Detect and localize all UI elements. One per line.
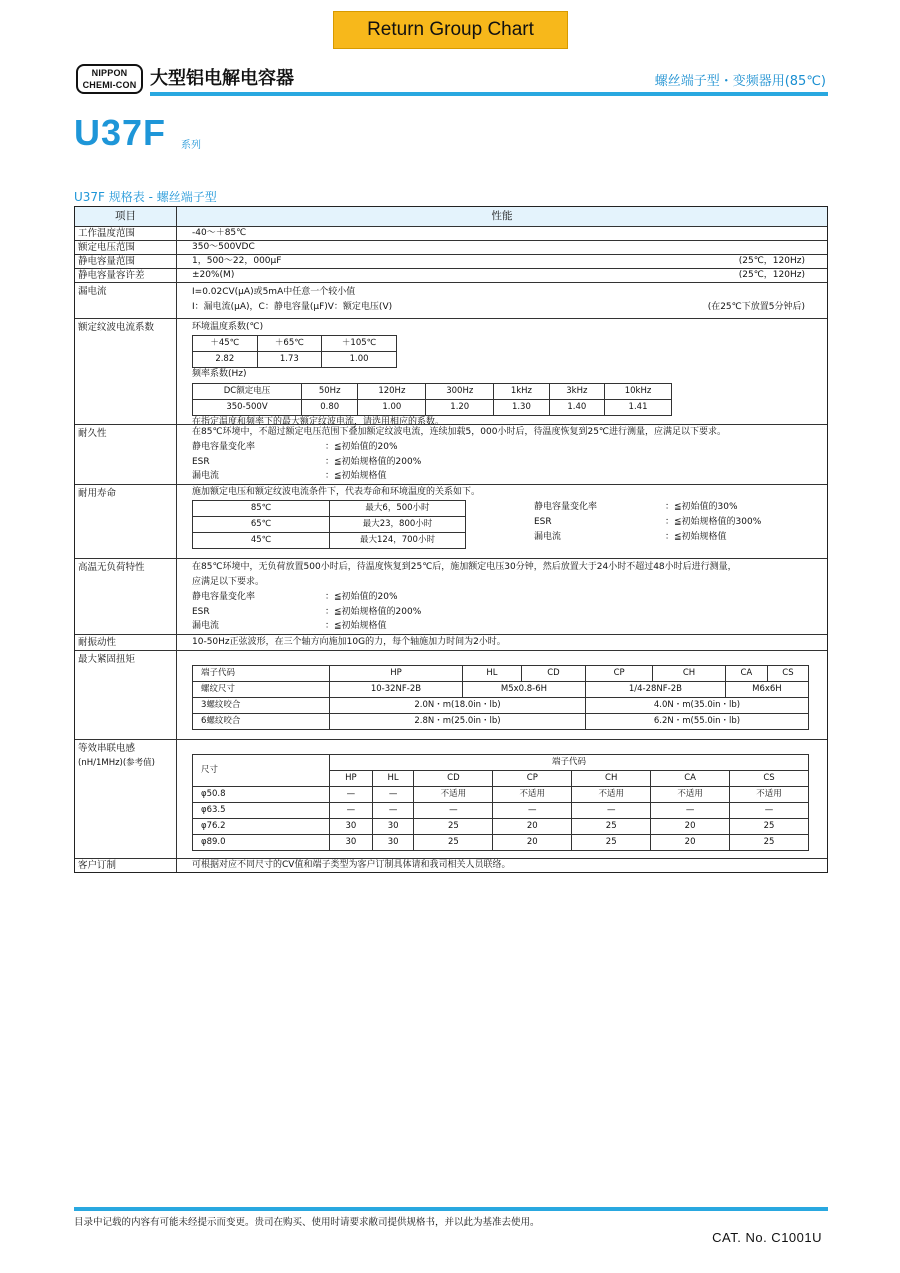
row-value-cell <box>177 559 827 634</box>
row-value-cell <box>177 241 827 254</box>
torque-table <box>192 665 809 730</box>
esl-value: 30 <box>372 835 414 851</box>
catalog-number: CAT. No. C1001U <box>712 1230 822 1245</box>
terminal-code: CS <box>767 666 808 682</box>
row-value-cell <box>177 859 827 872</box>
row-condition: (25℃，120Hz) <box>738 270 805 280</box>
esl-value: 25 <box>414 835 493 851</box>
req-value: ：≦初始值的20% <box>325 442 398 452</box>
torque-value: 2.0N・m(18.0in・lb) <box>330 698 586 714</box>
row-label: 耐振动性 <box>75 635 177 650</box>
row-label: 耐久性 <box>75 425 177 484</box>
esl-label-line1: 等效串联电感 <box>78 743 136 754</box>
terminal-code: CD <box>522 666 586 682</box>
req-value: ：≦初始规格值的200% <box>325 607 422 617</box>
terminal-code: CH <box>653 666 726 682</box>
row-label: 静电容量范围 <box>75 255 177 268</box>
row-value-cell <box>177 283 827 318</box>
req-value: ：≦初始值的30% <box>665 502 738 512</box>
req-name: ESR <box>192 607 210 617</box>
row-voltage <box>75 240 827 254</box>
life-temp: 45℃ <box>193 533 330 549</box>
row-capacitance <box>75 254 827 268</box>
row-ripple <box>75 318 827 427</box>
esl-value: — <box>372 803 414 819</box>
req-name: 静电容量变化率 <box>192 592 256 602</box>
esl-value: — <box>730 803 809 819</box>
spec-table-title: U37F 规格表 - 螺丝端子型 <box>74 190 217 204</box>
row-value-cell <box>177 255 827 268</box>
row-custom <box>75 858 827 872</box>
esl-value: 不适用 <box>414 787 493 803</box>
row-value-cell <box>177 319 827 427</box>
thread-size: 1/4-28NF-2B <box>586 682 726 698</box>
footer-rule <box>74 1207 828 1211</box>
spec-table <box>74 206 828 873</box>
req-value: ：≦初始规格值 <box>325 621 387 631</box>
freq-header: 50Hz <box>301 384 357 400</box>
row-temp <box>75 226 827 240</box>
esl-value: 30 <box>330 819 373 835</box>
life-table <box>192 500 466 549</box>
esl-value: 20 <box>651 835 730 851</box>
req-name: 静电容量变化率 <box>192 442 256 452</box>
esl-value: 25 <box>730 835 809 851</box>
esl-value: 20 <box>651 819 730 835</box>
case-size: φ50.8 <box>193 787 330 803</box>
series-suffix: 系列 <box>181 140 201 151</box>
freq-value: 1.20 <box>426 400 494 416</box>
esl-value: 20 <box>493 819 572 835</box>
temp-value: 2.82 <box>193 352 258 368</box>
spec-header-row <box>75 207 827 226</box>
freq-value: 1.00 <box>358 400 426 416</box>
esl-value: 25 <box>414 819 493 835</box>
freq-value: 0.80 <box>301 400 357 416</box>
row-value: 10-50Hz正弦波形，在三个轴方向施加10G的力，每个轴施加力时间为2小时。 <box>192 637 506 647</box>
req-name: 漏电流 <box>192 621 220 631</box>
terminal-code: HP <box>330 666 463 682</box>
req-name: ESR <box>534 517 552 527</box>
esl-value: 不适用 <box>730 787 809 803</box>
engagement-label: 6螺纹咬合 <box>193 714 330 730</box>
row-label <box>75 740 177 858</box>
row-label: 高温无负荷特性 <box>75 559 177 634</box>
ripple-freq-table <box>192 383 672 416</box>
esl-value: 不适用 <box>572 787 651 803</box>
case-size: φ63.5 <box>193 803 330 819</box>
row-label: 额定电压范围 <box>75 241 177 254</box>
req-value: ：≦初始值的20% <box>325 592 398 602</box>
perf-header: 性能 <box>177 207 827 226</box>
terminal-code: CH <box>572 771 651 787</box>
freq-header: 3kHz <box>549 384 604 400</box>
header-rule <box>150 92 828 96</box>
row-endurance <box>75 424 827 484</box>
endurance-desc: 在85℃环境中，不超过额定电压范围下叠加额定纹波电流，连续加载5，000小时后，待温度恢复到25℃进行测量，应满足以下要求。 <box>192 427 727 437</box>
esl-value: — <box>330 787 373 803</box>
freq-value: 1.40 <box>549 400 604 416</box>
torque-value: 6.2N・m(55.0in・lb) <box>586 714 809 730</box>
page-category-title: 大型铝电解电容器 <box>150 68 294 89</box>
row-condition: (25℃，120Hz) <box>738 256 805 266</box>
freq-header: 120Hz <box>358 384 426 400</box>
esl-value: 30 <box>330 835 373 851</box>
row-value-cell <box>177 485 827 558</box>
ripple-temp-title: 环境温度系数(℃) <box>192 322 264 332</box>
logo-line1: NIPPON <box>91 68 128 78</box>
leakage-legend: I：漏电流(μA)，C：静电容量(μF)V：额定电压(V) <box>192 302 393 312</box>
row-label: 漏电流 <box>75 283 177 318</box>
req-value: ：≦初始规格值的200% <box>325 457 422 467</box>
page-category-subtitle: 螺丝端子型・变频器用(85℃) <box>654 74 826 89</box>
row-value: 1，500～22，000μF <box>192 256 282 266</box>
esl-value: — <box>572 803 651 819</box>
req-name: 漏电流 <box>534 532 562 542</box>
row-label: 工作温度范围 <box>75 227 177 240</box>
req-name: 静电容量变化率 <box>534 502 598 512</box>
row-value-cell <box>177 651 827 739</box>
temp-header: ＋65℃ <box>257 336 322 352</box>
row-value-cell <box>177 740 827 858</box>
return-group-chart-button[interactable]: Return Group Chart <box>333 11 568 49</box>
row-value: -40～＋85℃ <box>192 228 247 238</box>
esl-value: 25 <box>572 819 651 835</box>
life-desc: 施加额定电压和额定纹波电流条件下，代表寿命和环境温度的关系如下。 <box>192 487 481 497</box>
terminal-code: HL <box>372 771 414 787</box>
req-name: 漏电流 <box>192 471 220 481</box>
life-hours: 最大6，500小时 <box>330 501 466 517</box>
thread-label: 螺纹尺寸 <box>193 682 330 698</box>
life-hours: 最大23，800小时 <box>330 517 466 533</box>
req-value: ：≦初始规格值 <box>325 471 387 481</box>
life-temp: 85℃ <box>193 501 330 517</box>
row-esl <box>75 739 827 858</box>
row-label: 客户订制 <box>75 859 177 872</box>
esl-value: — <box>493 803 572 819</box>
freq-value: 1.30 <box>494 400 549 416</box>
leakage-condition: (在25℃下放置5分钟后) <box>707 302 805 312</box>
terminal-code: HP <box>330 771 373 787</box>
terminal-code: CD <box>414 771 493 787</box>
freq-value: 1.41 <box>605 400 672 416</box>
esl-value: 20 <box>493 835 572 851</box>
row-tolerance <box>75 268 827 282</box>
terminal-code: CA <box>725 666 767 682</box>
esl-table <box>192 754 809 851</box>
logo-line2: CHEMI-CON <box>82 80 137 90</box>
engagement-label: 3螺纹咬合 <box>193 698 330 714</box>
temp-value: 1.73 <box>257 352 322 368</box>
esl-label-line2: (nH/1MHz)(参考值) <box>78 758 156 768</box>
torque-code-label: 端子代码 <box>193 666 330 682</box>
row-value: ±20%(M) <box>192 270 235 280</box>
row-label: 最大紧固扭矩 <box>75 651 177 739</box>
case-size: φ89.0 <box>193 835 330 851</box>
row-vibration <box>75 634 827 650</box>
temp-header: ＋45℃ <box>193 336 258 352</box>
thread-size: 10-32NF-2B <box>330 682 463 698</box>
esl-value: 不适用 <box>651 787 730 803</box>
temp-header: ＋105℃ <box>322 336 397 352</box>
row-leakage <box>75 282 827 318</box>
esl-value: — <box>414 803 493 819</box>
row-value-cell <box>177 425 827 484</box>
row-torque <box>75 650 827 739</box>
row-value-cell <box>177 269 827 282</box>
footer-note: 目录中记载的内容有可能未经提示而变更。贵司在购买、使用时请要求敝司提供规格书，并以此为基准去使用。 <box>74 1217 540 1228</box>
row-label: 耐用寿命 <box>75 485 177 558</box>
terminal-code: CP <box>493 771 572 787</box>
freq-header: 300Hz <box>426 384 494 400</box>
terminal-code: CP <box>586 666 653 682</box>
torque-value: 4.0N・m(35.0in・lb) <box>586 698 809 714</box>
esl-value: 30 <box>372 819 414 835</box>
esl-value: 25 <box>572 835 651 851</box>
req-name: ESR <box>192 457 210 467</box>
shelf-desc-1: 在85℃环境中，无负荷放置500小时后，待温度恢复到25℃后，施加额定电压30分钟，然后放置大于24小时不超过48小时后进行测量， <box>192 562 737 572</box>
terminal-code: CA <box>651 771 730 787</box>
row-value: 可根据对应不同尺寸的CV值和端子类型为客户订制具体请和我司相关人员联络。 <box>192 860 511 870</box>
row-life <box>75 484 827 558</box>
case-size: φ76.2 <box>193 819 330 835</box>
freq-header: 10kHz <box>605 384 672 400</box>
row-label: 静电容量容许差 <box>75 269 177 282</box>
esl-size-label: 尺寸 <box>193 755 330 787</box>
req-value: ：≦初始规格值的300% <box>665 517 762 527</box>
ripple-note: 在指定温度和频率下的最大额定纹波电流，请选用相应的系数。 <box>192 417 445 427</box>
nippon-chemi-con-logo <box>76 64 143 94</box>
esl-value: — <box>651 803 730 819</box>
freq-value: 350-500V <box>193 400 302 416</box>
req-value: ：≦初始规格值 <box>665 532 727 542</box>
row-value: 350～500VDC <box>192 242 255 252</box>
series-name: U37F <box>74 112 167 153</box>
esl-value: 25 <box>730 819 809 835</box>
esl-value: 不适用 <box>493 787 572 803</box>
thread-size: M6x6H <box>725 682 808 698</box>
life-hours: 最大124，700小时 <box>330 533 466 549</box>
freq-header: DC额定电压 <box>193 384 302 400</box>
esl-code-label: 端子代码 <box>330 755 809 771</box>
freq-header: 1kHz <box>494 384 549 400</box>
life-temp: 65℃ <box>193 517 330 533</box>
shelf-desc-2: 应满足以下要求。 <box>192 577 265 587</box>
thread-size: M5x0.8-6H <box>462 682 585 698</box>
item-header: 项目 <box>75 207 177 226</box>
row-shelf <box>75 558 827 634</box>
terminal-code: HL <box>462 666 521 682</box>
esl-value: — <box>330 803 373 819</box>
temp-value: 1.00 <box>322 352 397 368</box>
ripple-temp-table <box>192 335 397 368</box>
row-value-cell <box>177 227 827 240</box>
leakage-formula: I=0.02CV(μA)或5mA中任意一个较小值 <box>192 287 356 297</box>
row-value-cell <box>177 635 827 650</box>
terminal-code: CS <box>730 771 809 787</box>
esl-value: — <box>372 787 414 803</box>
torque-value: 2.8N・m(25.0in・lb) <box>330 714 586 730</box>
row-label: 额定纹波电流系数 <box>75 319 177 424</box>
ripple-freq-title: 频率系数(Hz) <box>192 369 247 379</box>
